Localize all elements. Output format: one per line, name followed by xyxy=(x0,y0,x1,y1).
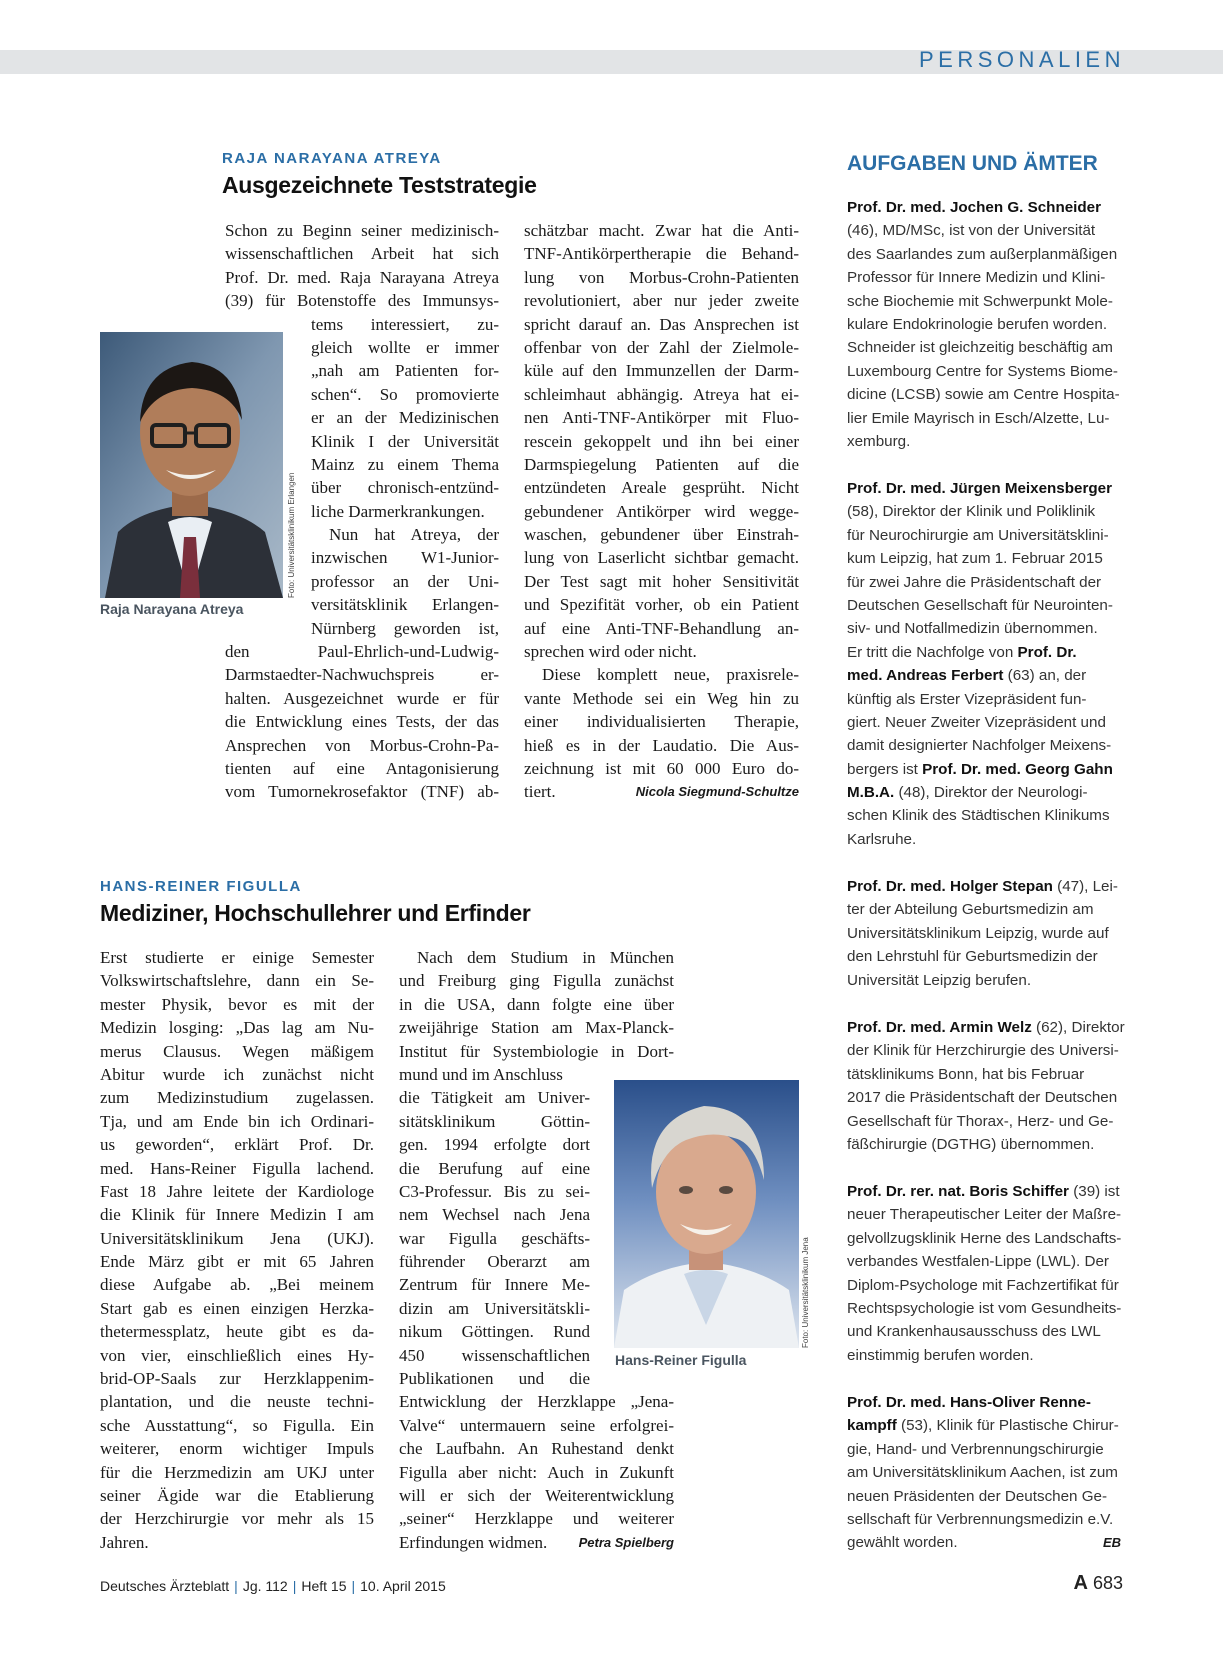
text-line: tätsklinikums Bonn, hat bis Februar xyxy=(847,1065,1085,1083)
text-line: über chronisch-entzünd- xyxy=(311,478,499,498)
page-prefix: A xyxy=(1073,1572,1088,1594)
text-line: Schon zu Beginn seiner medizinisch- xyxy=(225,221,499,240)
text-line: Valve“ untermauern seine erfolgrei- xyxy=(399,1415,674,1435)
text-line: und Freiburg ging Figulla zunächst xyxy=(399,971,674,991)
text-line: neuen Präsidenten der Deutschen Ge- xyxy=(847,1487,1108,1505)
text-line: dizin am Universitätskli- xyxy=(399,1298,590,1318)
text-line: von vier, einschließlich eines Hy- xyxy=(100,1345,374,1365)
text-line: den Paul-Ehrlich-und-Ludwig- xyxy=(225,642,499,662)
text-line: gewählt worden. xyxy=(847,1534,958,1552)
text-line: Schneider ist gleichzeitig beschäftig am xyxy=(847,339,1113,357)
text-line: kulare Endokrinologie berufen worden. xyxy=(847,315,1108,333)
text-fragment: (47), Lei- xyxy=(1052,878,1118,895)
person-name: M.B.A. xyxy=(847,784,895,802)
figulla-photo-credit: Foto: Universitätsklinikum Jena xyxy=(801,1237,810,1348)
text-line: plantation, und die neuste techni- xyxy=(100,1392,374,1412)
text-line: für die Herzmedizin am UKJ unter xyxy=(100,1462,374,1482)
separator: | xyxy=(351,1578,356,1594)
section-title: PERSONALIEN xyxy=(919,47,1125,72)
separator: | xyxy=(234,1578,238,1594)
text-line: (46), MD/MSc, ist von der Universität xyxy=(847,222,1096,240)
text-line: sprechen wird oder nicht. xyxy=(524,642,697,662)
person-name: Prof. Dr. med. Armin Welz xyxy=(847,1019,1032,1036)
text-line: offenbar von der Zahl der Zielmole- xyxy=(524,337,799,357)
text-line: Universitätsklinikum Leipzig, wurde auf xyxy=(847,924,1109,942)
text-line: Ansprechen von Morbus-Crohn-Pa- xyxy=(225,735,499,755)
text-line: vante Methode sei ein Weg hin zu xyxy=(524,688,799,708)
text-line: war Figulla geschäfts- xyxy=(399,1228,590,1248)
article1-column-1 xyxy=(225,219,499,804)
figulla-photo-caption: Hans-Reiner Figulla xyxy=(615,1352,747,1368)
sidebar-entry-stepan xyxy=(847,875,1122,992)
text-line: Abitur wurde ich zunächst nicht xyxy=(100,1064,374,1084)
text-line: schätzbar macht. Zwar hat die Anti- xyxy=(524,221,799,240)
text-line: gleich wollte er immer xyxy=(311,337,499,357)
text-line: schleimhaut abhängig. Atreya hat ei- xyxy=(524,384,799,404)
article1-headline: Ausgezeichnete Teststrategie xyxy=(222,172,537,198)
person-name: Prof. Dr. rer. nat. Boris Schiffer xyxy=(847,1183,1069,1200)
atreya-photo-caption: Raja Narayana Atreya xyxy=(100,601,244,617)
text-line: die Klinik für Innere Medizin I am xyxy=(100,1205,374,1225)
text-line: für zwei Jahre die Präsidentschaft der xyxy=(847,573,1102,591)
text-line: Nürnberg geworden ist, xyxy=(311,618,499,638)
text-line: Institut für Systembiologie in Dort- xyxy=(399,1041,674,1061)
text-line: Publikationen und die xyxy=(399,1369,590,1389)
text-line: us geworden“, erklärt Prof. Dr. xyxy=(100,1135,374,1155)
text-line: Nun hat Atreya, der xyxy=(329,525,499,545)
text-line: entzündeten Areale gesprüht. Nicht xyxy=(524,478,799,498)
text-line-with-byline xyxy=(524,780,799,803)
text-line: dicine (LCSB) sowie am Centre Hospita- xyxy=(847,386,1120,404)
text-line: waschen, gebundener über Einstrah- xyxy=(524,525,799,545)
text-line: Start gab es einen einzigen Herzka- xyxy=(100,1298,374,1318)
text-line: mund und im Anschluss xyxy=(399,1064,563,1084)
text-line: künftig als Erster Vizepräsident fun- xyxy=(847,690,1087,708)
article2-column-1 xyxy=(100,946,374,1554)
text-line: der Klinik für Herzchirurgie des Universi- xyxy=(847,1042,1119,1060)
atreya-photo-credit: Foto: Universitätsklinikum Erlangen xyxy=(287,472,296,598)
issue: Heft 15 xyxy=(301,1578,347,1594)
text-fragment: Erfindungen widmen. xyxy=(399,1532,548,1552)
sidebar-author-byline: EB xyxy=(1102,1535,1121,1550)
person-name: Prof. Dr. xyxy=(1017,643,1077,661)
text-line: in die USA, dann folgte eine über xyxy=(399,994,674,1014)
text-line: Entwicklung der Herzklappe „Jena- xyxy=(399,1392,674,1412)
text-line: und Krankenhausausschuss des LWL xyxy=(847,1323,1101,1341)
text-line: der Herzchirurgie vor mehr als 15 xyxy=(100,1509,374,1529)
text-line: verbandes Westfalen-Lippe (LWL). Der xyxy=(847,1253,1109,1271)
text-line: professor an der Uni- xyxy=(311,571,499,591)
sidebar-entry-schiffer xyxy=(847,1180,1122,1367)
text-line: die Entwicklung eines Tests, der das xyxy=(225,712,499,732)
text-fragment: bergers ist xyxy=(847,760,923,778)
text-line: einstimmig berufen worden. xyxy=(847,1346,1034,1364)
text-line: und Spezifität vorher, ob ein Patient xyxy=(524,595,799,615)
sidebar-entry-schneider xyxy=(847,196,1122,453)
text-line: rescein gekoppelt und ihn bei einer xyxy=(524,431,799,451)
text-line: lier Emile Mayrisch in Esch/Alzette, Lu- xyxy=(847,409,1110,427)
volume: Jg. 112 xyxy=(242,1578,288,1594)
person-name: Prof. Dr. med. Holger Stepan xyxy=(847,878,1053,895)
text-line: küle auf den Immunzellen der Darm- xyxy=(524,361,799,381)
text-line: Der Test sagt mit hoher Sensitivität xyxy=(524,571,799,591)
text-line: einer individualisierten Therapie, xyxy=(524,712,799,732)
person-name: Prof. Dr. med. Jochen G. Schneider xyxy=(847,199,1102,216)
text-fragment: (62), Direktor xyxy=(1031,1019,1125,1036)
text-line: Erst studierte er einige Semester xyxy=(100,948,374,967)
text-line: Ende März gibt er mit 65 Jahren xyxy=(100,1252,374,1272)
article2-kicker: HANS-REINER FIGULLA xyxy=(100,878,302,895)
sidebar-title: AUFGABEN UND ÄMTER xyxy=(847,152,1098,175)
person-name: Prof. Dr. med. Georg Gahn xyxy=(922,760,1113,778)
text-line: Figulla aber nicht: Auch in Zukunft xyxy=(399,1462,674,1482)
text-line: revolutioniert, aber nur jeder zweite xyxy=(524,291,799,311)
text-line: Tja, und am Ende bin ich Ordinari- xyxy=(100,1111,374,1131)
text-line: Darmstaedter-Nachwuchspreis er- xyxy=(225,665,499,685)
text-line: sche Biochemie mit Schwerpunkt Mole- xyxy=(847,292,1113,310)
text-fragment: tiert. xyxy=(524,782,556,802)
text-line: halten. Ausgezeichnet wurde er für xyxy=(225,688,499,708)
text-line: sitätsklinikum Göttin- xyxy=(399,1111,590,1131)
text-line: gen. 1994 erfolgte dort xyxy=(399,1135,590,1155)
sidebar-entry-meixensberger xyxy=(847,477,1122,851)
text-line: Deutschen Gesellschaft für Neurointen- xyxy=(847,596,1113,614)
footer-citation xyxy=(100,1578,446,1594)
text-line: Professor für Innere Medizin und Klini- xyxy=(847,269,1106,287)
text-line: schen Klinik des Städtischen Klinikums xyxy=(847,807,1110,825)
text-line: Diese komplett neue, praxisrele- xyxy=(542,665,799,685)
text-line: seiner Ägide war die Etablierung xyxy=(100,1485,374,1505)
text-fragment: (53), Klinik für Plastische Chirur- xyxy=(896,1417,1119,1435)
text-line: thetermessplatz, heute gibt es da- xyxy=(100,1322,374,1342)
text-line: Universität Leipzig berufen. xyxy=(847,971,1032,989)
text-line: wissenschaftlichen Arbeit hat sich xyxy=(225,244,499,264)
text-line: Fast 18 Jahre leitete der Kardiologe xyxy=(100,1181,374,1201)
text-line: am Universitätsklinikum Aachen, ist zum xyxy=(847,1464,1118,1482)
text-fragment: (48), Direktor der Neurologi- xyxy=(894,784,1088,802)
text-line: versitätsklinik Erlangen- xyxy=(311,595,499,615)
text-line: xemburg. xyxy=(847,432,911,450)
text-line: giert. Neuer Zweiter Vizepräsident und xyxy=(847,713,1106,731)
text-line: die Tätigkeit am Univer- xyxy=(399,1088,590,1108)
text-line: den Lehrstuhl für Geburtsmedizin der xyxy=(847,948,1098,966)
person-name: kampff xyxy=(847,1417,897,1435)
article2-author-byline: Petra Spielberg xyxy=(578,1534,674,1550)
article2-headline: Mediziner, Hochschullehrer und Erfinder xyxy=(100,900,531,926)
sidebar-entry-rennekampff xyxy=(847,1391,1122,1555)
text-fragment: (39) ist xyxy=(1068,1183,1120,1200)
text-line: er an der Medizinischen xyxy=(311,408,499,428)
text-line: Luxembourg Centre for Systems Biome- xyxy=(847,362,1118,380)
text-line: Prof. Dr. med. Raja Narayana Atreya xyxy=(225,267,499,287)
text-line: sellschaft für Verbrennungsmedizin e.V. xyxy=(847,1510,1114,1528)
text-line: nikum Göttingen. Rund xyxy=(399,1322,590,1342)
article2-column-2 xyxy=(399,946,674,1554)
text-line: Mainz zu einem Thema xyxy=(311,454,499,474)
text-line: will er sich der Weiterentwicklung xyxy=(399,1485,674,1505)
text-line: Zentrum für Innere Me- xyxy=(399,1275,590,1295)
text-line: damit designierter Nachfolger Meixens- xyxy=(847,737,1112,755)
text-fragment: (63) an, der xyxy=(1003,667,1087,685)
text-line: tienten auf eine Antagonisierung xyxy=(225,758,499,778)
text-line: fäßchirurgie (DGTHG) übernommen. xyxy=(847,1135,1095,1153)
text-line: Medizin losging: „Das lag am Nu- xyxy=(100,1018,374,1038)
text-line: kum Leipzig, hat zum 1. Februar 2015 xyxy=(847,550,1103,568)
text-line: merus Clausus. Wegen mäßigem xyxy=(100,1041,374,1061)
text-line: Klinik I der Universität xyxy=(311,431,499,451)
text-line: Diplom-Psychologe mit Fachzertifikat für xyxy=(847,1276,1119,1294)
text-line: 450 wissenschaftlichen xyxy=(399,1345,590,1365)
text-line: sche Ausstattung“, so Figulla. Ein xyxy=(100,1415,374,1435)
text-line-with-byline xyxy=(399,1531,674,1554)
text-line: lung von Laserlicht sichtbar gemacht. xyxy=(524,548,799,568)
text-line: siv- und Notfallmedizin übernommen. xyxy=(847,620,1098,638)
text-line: spricht darauf an. Das Ansprechen ist xyxy=(524,314,799,334)
text-line: nen Anti-TNF-Antikörper mit Fluo- xyxy=(524,408,799,428)
text-line: inzwischen W1-Junior- xyxy=(311,548,499,568)
text-line: che Laufbahn. An Ruhestand denkt xyxy=(399,1439,674,1459)
text-line: Nach dem Studium in München xyxy=(417,948,674,967)
text-line: brid-OP-Saals zur Herzklappenim- xyxy=(100,1369,374,1389)
text-line: (39) für Botenstoffe des Immunsys- xyxy=(225,291,499,311)
issue-date: 10. April 2015 xyxy=(360,1578,446,1594)
text-line: Rechtspsychologie ist vom Gesundheits- xyxy=(847,1299,1122,1317)
person-name: Prof. Dr. med. Jürgen Meixensberger xyxy=(847,480,1113,497)
text-line: lung von Morbus-Crohn-Patienten xyxy=(524,267,799,287)
text-line: gelvollzugsklinik Herne des Landschafts- xyxy=(847,1229,1122,1247)
text-line: tems interessiert, zu- xyxy=(311,314,499,334)
text-line: vom Tumornekrosefaktor (TNF) ab- xyxy=(225,782,499,802)
text-line: schen“. So promovierte xyxy=(311,384,499,404)
text-line: Darmspiegelung Patienten auf die xyxy=(524,454,799,474)
text-line: die Berufung auf eine xyxy=(399,1158,590,1178)
text-line: neuer Therapeutischer Leiter der Maßre- xyxy=(847,1206,1122,1224)
page-number xyxy=(1073,1572,1123,1595)
text-line: gebundener Antikörper wird wegge- xyxy=(524,501,799,521)
article1-kicker: RAJA NARAYANA ATREYA xyxy=(222,150,442,167)
text-line: C3-Professur. Bis zu sei- xyxy=(399,1181,590,1201)
text-line: führender Oberarzt am xyxy=(399,1252,590,1272)
text-line: „seiner“ Herzklappe und weiterer xyxy=(399,1509,674,1529)
text-line: Gesellschaft für Thorax-, Herz- und Ge- xyxy=(847,1112,1114,1130)
text-line: für Neurochirurgie am Universitätsklini- xyxy=(847,526,1109,544)
article1-column-2 xyxy=(524,219,799,804)
text-line: hieß es in der Laudatio. Die Aus- xyxy=(524,735,799,755)
text-line: Volkswirtschaftslehre, dann ein Se- xyxy=(100,971,374,991)
separator: | xyxy=(292,1578,297,1594)
text-line: Universitätsklinikum Jena (UKJ). xyxy=(100,1228,374,1248)
sidebar-entry-welz xyxy=(847,1016,1125,1156)
journal-name: Deutsches Ärzteblatt xyxy=(100,1578,230,1594)
text-line: zum Medizinstudium zugelassen. xyxy=(100,1088,374,1108)
text-line: ter der Abteilung Geburtsmedizin am xyxy=(847,901,1094,919)
text-line: liche Darmerkrankungen. xyxy=(311,501,485,521)
text-line: mester Physik, bevor es mit der xyxy=(100,994,374,1014)
text-line: med. Hans-Reiner Figulla lachend. xyxy=(100,1158,374,1178)
text-line: gie, Hand- und Verbrennungschirurgie xyxy=(847,1440,1104,1458)
text-line: Karlsruhe. xyxy=(847,830,917,848)
article1-author-byline: Nicola Siegmund-Schultze xyxy=(635,784,799,800)
text-line: auf eine Anti-TNF-Behandlung an- xyxy=(524,618,799,638)
text-line: Jahren. xyxy=(100,1532,149,1552)
text-line: TNF-Antikörpertherapie die Behand- xyxy=(524,244,799,264)
text-line: „nah am Patienten for- xyxy=(311,361,499,381)
text-line: des Saarlandes zum außerplanmäßigen xyxy=(847,245,1118,263)
page-number-value: 683 xyxy=(1092,1573,1123,1593)
text-line: 2017 die Präsidentschaft der Deutschen xyxy=(847,1089,1118,1107)
text-line: diese Aufgabe ab. „Bei meinem xyxy=(100,1275,374,1295)
text-line: (58), Direktor der Klinik und Poliklinik xyxy=(847,503,1096,521)
person-name: med. Andreas Ferbert xyxy=(847,667,1004,685)
text-line: zeichnung ist mit 60 000 Euro do- xyxy=(524,758,799,778)
text-line: nem Wechsel nach Jena xyxy=(399,1205,590,1225)
person-name: Prof. Dr. med. Hans-Oliver Renne- xyxy=(847,1394,1091,1411)
text-line: weiterer, enorm wichtiger Impuls xyxy=(100,1439,374,1459)
text-line: zweijährige Station am Max-Planck- xyxy=(399,1018,674,1038)
text-fragment: Er tritt die Nachfolge von xyxy=(847,643,1018,661)
